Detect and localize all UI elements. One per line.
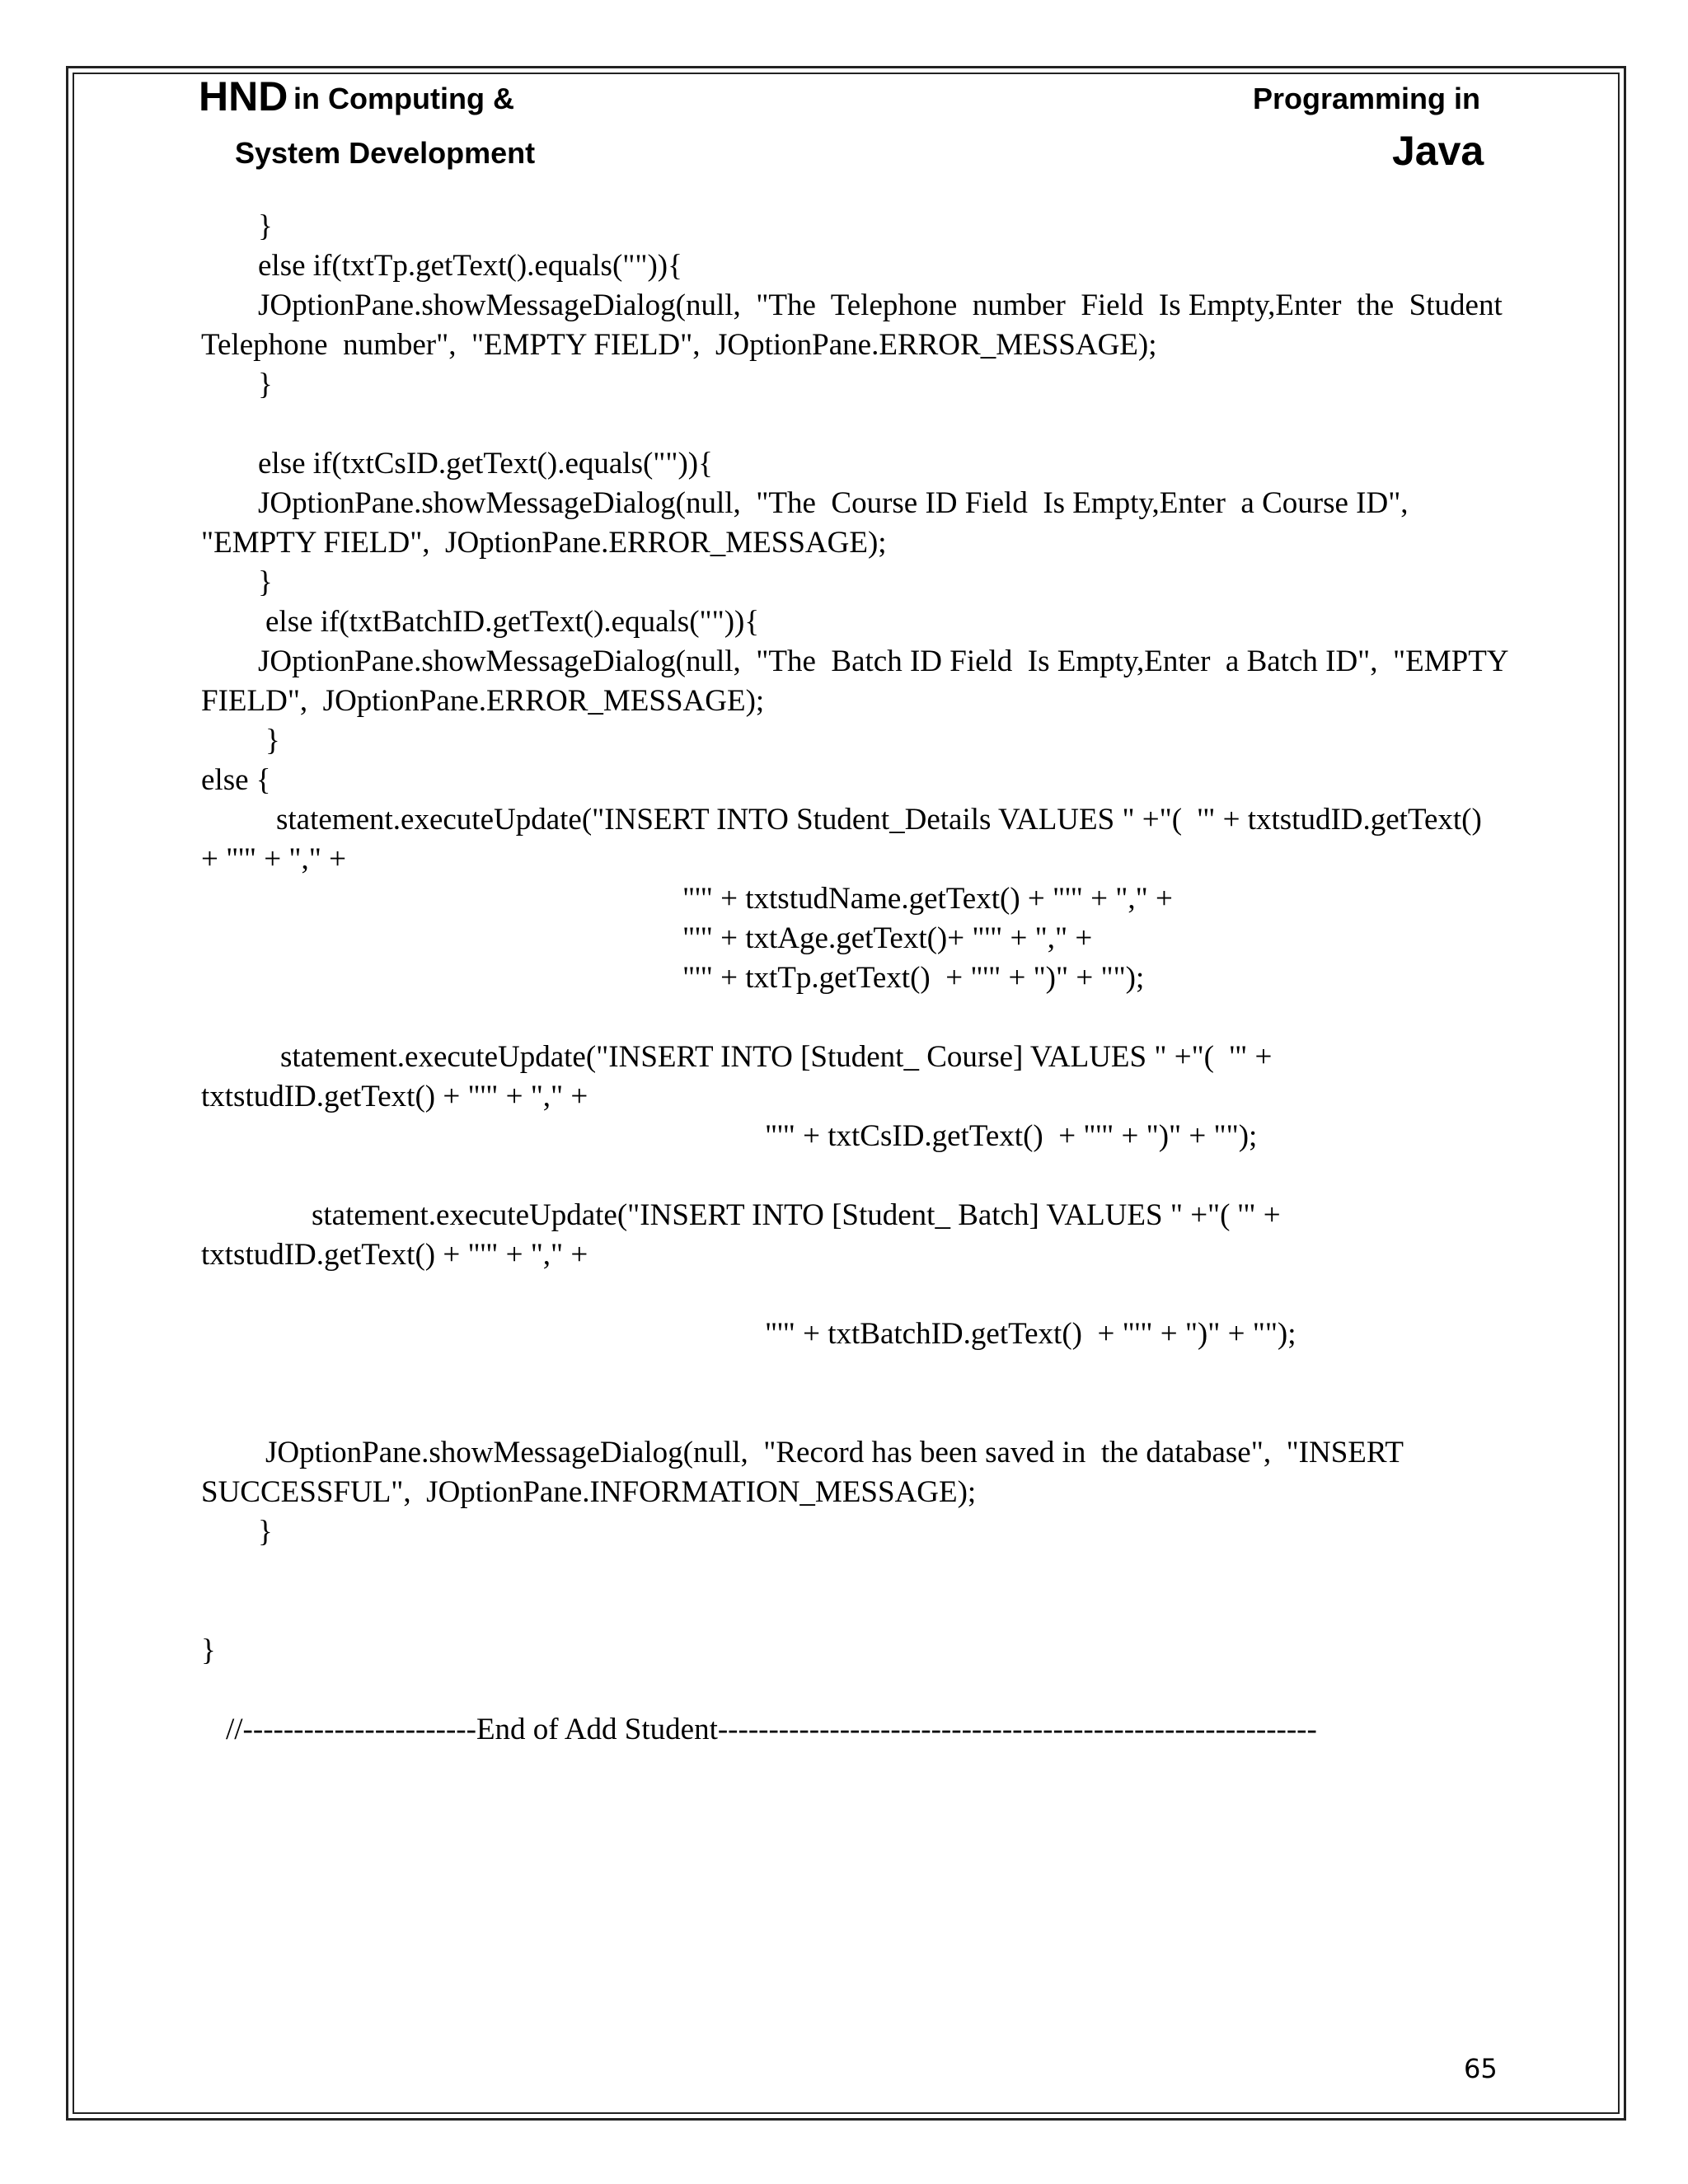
code-line: statement.executeUpdate("INSERT INTO [Student_ Batch] VALUES " +"( '" + [312,1198,1281,1232]
code-line: FIELD", JOptionPane.ERROR_MESSAGE); [201,684,765,718]
header-programming-in: Programming in [1253,82,1481,115]
code-line: } [265,724,280,757]
page-number: 65 [1464,2053,1498,2084]
code-line: txtstudID.getText() + "'" + "," + [201,1238,588,1272]
code-line: "EMPTY FIELD", JOptionPane.ERROR_MESSAGE); [201,526,887,560]
code-line: else if(txtCsID.getText().equals("")){ [258,447,713,480]
code-line: } [258,368,273,401]
header-hnd: HND [199,73,288,120]
code-line: txtstudID.getText() + "'" + "," + [201,1080,588,1113]
code-line: } [258,1515,273,1549]
end-comment: //-----------------------End of Add Student----------------------------------------------------------- [226,1713,1317,1746]
code-line: SUCCESSFUL", JOptionPane.INFORMATION_MESSAGE); [201,1475,977,1509]
code-line: JOptionPane.showMessageDialog(null, "Record has been saved in the database", "INSERT [265,1436,1404,1469]
code-line: Telephone number", "EMPTY FIELD", JOptionPane.ERROR_MESSAGE); [201,328,1157,362]
code-line: "'" + txtAge.getText()+ "'" + "," + [682,921,1093,955]
header-system-development: System Development [235,136,536,170]
code-line: "'" + txtBatchID.getText() + "'" + ")" + ""); [765,1317,1296,1351]
code-line: } [258,209,273,243]
header-in-computing: in Computing & [293,82,514,115]
code-line: "'" + txtTp.getText() + "'" + ")" + ""); [682,961,1145,995]
code-line: } [201,1633,216,1667]
code-line: statement.executeUpdate("INSERT INTO Student_Details VALUES " +"( '" + txtstudID.getText() [276,803,1482,837]
code-line: JOptionPane.showMessageDialog(null, "The Course ID Field Is Empty,Enter a Course ID", [258,486,1409,520]
code-line: else { [201,763,271,797]
code-line: } [258,565,273,599]
code-line: + "'" + "," + [201,842,346,876]
code-line: "'" + txtCsID.getText() + "'" + ")" + ""); [765,1119,1258,1153]
header-java: Java [1392,128,1484,174]
code-line: else if(txtBatchID.getText().equals("")){ [265,605,760,639]
code-line: "'" + txtstudName.getText() + "'" + "," + [682,882,1173,916]
code-line: JOptionPane.showMessageDialog(null, "The Telephone number Field Is Empty,Enter the Student [258,288,1503,322]
code-line: JOptionPane.showMessageDialog(null, "The Batch ID Field Is Empty,Enter a Batch ID", "EMPTY [258,644,1509,678]
code-line: statement.executeUpdate("INSERT INTO [Student_ Course] VALUES " +"( '" + [280,1040,1273,1074]
code-line: else if(txtTp.getText().equals("")){ [258,249,682,283]
